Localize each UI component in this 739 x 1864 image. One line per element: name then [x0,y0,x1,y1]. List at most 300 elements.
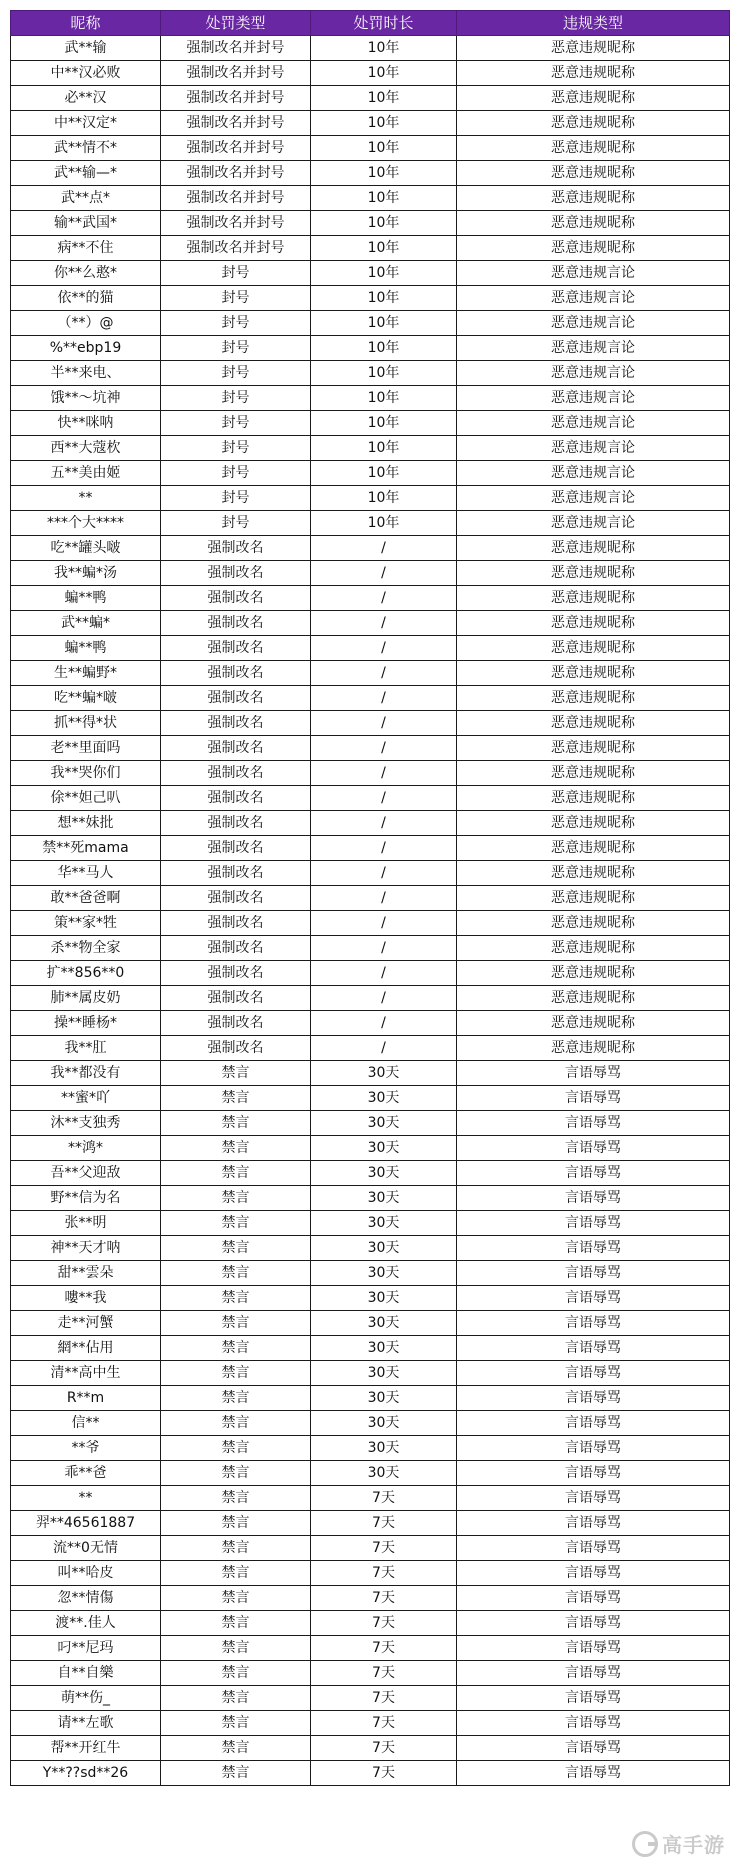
table-row [11,361,730,386]
gaoshouyou-logo-icon [632,1831,658,1857]
cell-nickname: 武**输 [11,36,161,61]
cell-punishment-type: 禁言 [161,1636,311,1661]
cell-violation-type: 言语辱骂 [457,1686,730,1711]
cell-punishment-duration: 30天 [311,1136,457,1161]
table-row [11,386,730,411]
table-row [11,411,730,436]
cell-punishment-type: 禁言 [161,1686,311,1711]
table-row [11,1161,730,1186]
table-row [11,1711,730,1736]
cell-nickname: 吃**蝙*啵 [11,686,161,711]
table-row [11,86,730,111]
cell-punishment-type: 禁言 [161,1061,311,1086]
cell-nickname: 俆**妲己叭 [11,786,161,811]
table-row [11,161,730,186]
cell-nickname: 忽**情傷 [11,1586,161,1611]
cell-punishment-duration: / [311,586,457,611]
cell-violation-type: 言语辱骂 [457,1186,730,1211]
cell-violation-type: 恶意违规昵称 [457,136,730,161]
cell-violation-type: 恶意违规昵称 [457,761,730,786]
punishment-table [10,10,730,1786]
cell-punishment-duration: / [311,736,457,761]
cell-punishment-type: 封号 [161,461,311,486]
cell-punishment-duration: 30天 [311,1336,457,1361]
cell-punishment-type: 禁言 [161,1286,311,1311]
cell-violation-type: 恶意违规言论 [457,261,730,286]
cell-violation-type: 恶意违规昵称 [457,186,730,211]
cell-violation-type: 恶意违规昵称 [457,711,730,736]
cell-punishment-type: 禁言 [161,1586,311,1611]
cell-nickname: 網**佔用 [11,1336,161,1361]
table-row [11,211,730,236]
cell-punishment-duration: 10年 [311,361,457,386]
table-row [11,111,730,136]
cell-punishment-duration: 7天 [311,1536,457,1561]
cell-punishment-type: 强制改名 [161,1011,311,1036]
cell-punishment-type: 强制改名并封号 [161,211,311,236]
cell-punishment-duration: / [311,986,457,1011]
cell-nickname: 清**高中生 [11,1361,161,1386]
cell-nickname: 嘍**我 [11,1286,161,1311]
cell-punishment-duration: 30天 [311,1361,457,1386]
cell-nickname: 禁**死mama [11,836,161,861]
cell-violation-type: 言语辱骂 [457,1211,730,1236]
cell-violation-type: 恶意违规昵称 [457,1036,730,1061]
cell-punishment-duration: 30天 [311,1436,457,1461]
cell-nickname: **鸿* [11,1136,161,1161]
cell-nickname: 吃**罐头啵 [11,536,161,561]
cell-nickname: 甜**雲朵 [11,1261,161,1286]
cell-punishment-duration: 30天 [311,1236,457,1261]
cell-nickname: 依**的猫 [11,286,161,311]
cell-violation-type: 言语辱骂 [457,1061,730,1086]
cell-punishment-type: 强制改名 [161,711,311,736]
table-row [11,811,730,836]
cell-punishment-type: 禁言 [161,1411,311,1436]
cell-nickname: （**）@ [11,311,161,336]
cell-nickname: 老**里面吗 [11,736,161,761]
header-violation-type: 违规类型 [457,11,730,36]
table-row [11,1611,730,1636]
cell-punishment-duration: 7天 [311,1486,457,1511]
cell-violation-type: 恶意违规昵称 [457,236,730,261]
cell-punishment-duration: 7天 [311,1761,457,1786]
cell-punishment-type: 封号 [161,386,311,411]
cell-violation-type: 言语辱骂 [457,1611,730,1636]
cell-nickname: 蝙**鸭 [11,586,161,611]
cell-violation-type: 言语辱骂 [457,1761,730,1786]
cell-punishment-duration: 7天 [311,1686,457,1711]
cell-punishment-duration: 10年 [311,186,457,211]
cell-nickname: 西**大蔻杴 [11,436,161,461]
table-row [11,36,730,61]
cell-punishment-duration: / [311,961,457,986]
cell-violation-type: 恶意违规昵称 [457,686,730,711]
table-row [11,986,730,1011]
table-row [11,1736,730,1761]
table-row [11,1436,730,1461]
cell-punishment-type: 强制改名 [161,861,311,886]
cell-punishment-type: 强制改名 [161,661,311,686]
cell-punishment-duration: 30天 [311,1411,457,1436]
cell-violation-type: 恶意违规昵称 [457,111,730,136]
cell-nickname: 我**蝙*汤 [11,561,161,586]
cell-punishment-type: 封号 [161,361,311,386]
cell-nickname: 病**不住 [11,236,161,261]
cell-violation-type: 恶意违规昵称 [457,836,730,861]
cell-nickname: 中**汉定* [11,111,161,136]
cell-punishment-duration: 10年 [311,36,457,61]
table-row [11,761,730,786]
cell-nickname: 走**河蟹 [11,1311,161,1336]
cell-punishment-duration: / [311,786,457,811]
table-row [11,1761,730,1786]
cell-punishment-duration: 10年 [311,461,457,486]
cell-nickname: 生**蝙野* [11,661,161,686]
cell-punishment-duration: / [311,861,457,886]
cell-punishment-duration: / [311,686,457,711]
cell-punishment-duration: 7天 [311,1561,457,1586]
cell-punishment-type: 强制改名 [161,886,311,911]
cell-punishment-type: 封号 [161,411,311,436]
cell-punishment-duration: / [311,611,457,636]
cell-punishment-duration: 10年 [311,486,457,511]
cell-punishment-type: 强制改名 [161,586,311,611]
cell-violation-type: 恶意违规言论 [457,486,730,511]
cell-violation-type: 言语辱骂 [457,1311,730,1336]
cell-nickname: 沐**支独秀 [11,1111,161,1136]
cell-punishment-duration: 10年 [311,436,457,461]
cell-punishment-duration: 10年 [311,61,457,86]
cell-violation-type: 言语辱骂 [457,1536,730,1561]
table-row [11,611,730,636]
table-body [11,36,730,1786]
cell-violation-type: 言语辱骂 [457,1561,730,1586]
cell-punishment-duration: 7天 [311,1636,457,1661]
cell-punishment-type: 禁言 [161,1261,311,1286]
table-row [11,1511,730,1536]
cell-punishment-type: 强制改名 [161,761,311,786]
cell-punishment-duration: / [311,1036,457,1061]
cell-nickname: 蝙**鸭 [11,636,161,661]
cell-violation-type: 恶意违规昵称 [457,961,730,986]
header-punishment-duration: 处罚时长 [311,11,457,36]
cell-punishment-type: 强制改名并封号 [161,111,311,136]
table-row [11,1311,730,1336]
table-row [11,1261,730,1286]
table-row [11,1111,730,1136]
cell-nickname: 帮**开红牛 [11,1736,161,1761]
cell-punishment-duration: 10年 [311,311,457,336]
cell-punishment-duration: / [311,811,457,836]
cell-nickname: 羿**46561887 [11,1511,161,1536]
cell-punishment-duration: / [311,911,457,936]
table-row [11,486,730,511]
table-row [11,461,730,486]
cell-punishment-type: 强制改名 [161,986,311,1011]
table-row [11,1661,730,1686]
cell-punishment-type: 强制改名 [161,936,311,961]
table-row [11,1536,730,1561]
cell-violation-type: 恶意违规昵称 [457,811,730,836]
table-row [11,1586,730,1611]
table-row [11,1136,730,1161]
cell-violation-type: 恶意违规昵称 [457,986,730,1011]
cell-violation-type: 恶意违规言论 [457,336,730,361]
cell-violation-type: 恶意违规言论 [457,411,730,436]
cell-punishment-type: 封号 [161,511,311,536]
cell-punishment-type: 强制改名 [161,836,311,861]
cell-punishment-duration: 10年 [311,136,457,161]
watermark [632,1829,725,1858]
table-row [11,236,730,261]
cell-violation-type: 恶意违规言论 [457,311,730,336]
cell-punishment-duration: 30天 [311,1311,457,1336]
table-row [11,1636,730,1661]
cell-punishment-duration: 30天 [311,1061,457,1086]
cell-punishment-type: 禁言 [161,1536,311,1561]
cell-punishment-duration: / [311,886,457,911]
cell-punishment-type: 封号 [161,311,311,336]
cell-violation-type: 恶意违规昵称 [457,861,730,886]
cell-nickname: ** [11,486,161,511]
cell-punishment-type: 强制改名 [161,961,311,986]
table-row [11,186,730,211]
cell-nickname: 扩**856**0 [11,961,161,986]
cell-punishment-type: 禁言 [161,1361,311,1386]
cell-nickname: 武**点* [11,186,161,211]
cell-violation-type: 恶意违规言论 [457,436,730,461]
cell-violation-type: 恶意违规昵称 [457,936,730,961]
cell-punishment-type: 强制改名并封号 [161,236,311,261]
cell-nickname: 五**美由姬 [11,461,161,486]
cell-punishment-duration: / [311,761,457,786]
cell-nickname: 我**哭你们 [11,761,161,786]
table-row [11,1061,730,1086]
cell-punishment-type: 强制改名并封号 [161,36,311,61]
table-row [11,311,730,336]
cell-nickname: 张**明 [11,1211,161,1236]
cell-punishment-duration: 10年 [311,261,457,286]
cell-violation-type: 恶意违规昵称 [457,886,730,911]
punishment-sheet [10,10,729,1786]
cell-nickname: 叼**尼玛 [11,1636,161,1661]
cell-nickname: 饿**～坑神 [11,386,161,411]
table-row [11,536,730,561]
cell-punishment-type: 禁言 [161,1236,311,1261]
cell-punishment-duration: 10年 [311,336,457,361]
cell-violation-type: 恶意违规言论 [457,286,730,311]
cell-violation-type: 言语辱骂 [457,1661,730,1686]
cell-violation-type: 言语辱骂 [457,1261,730,1286]
cell-nickname: 必**汉 [11,86,161,111]
cell-violation-type: 恶意违规昵称 [457,211,730,236]
cell-violation-type: 恶意违规昵称 [457,611,730,636]
cell-punishment-duration: 10年 [311,236,457,261]
table-row [11,686,730,711]
cell-punishment-duration: 10年 [311,211,457,236]
cell-nickname: 你**么憨* [11,261,161,286]
table-row [11,1561,730,1586]
table-row [11,861,730,886]
cell-violation-type: 恶意违规昵称 [457,36,730,61]
table-row [11,1211,730,1236]
cell-violation-type: 恶意违规昵称 [457,911,730,936]
cell-punishment-type: 强制改名 [161,1036,311,1061]
cell-nickname: 武**蝙* [11,611,161,636]
cell-punishment-duration: 10年 [311,286,457,311]
table-row [11,1386,730,1411]
cell-punishment-type: 禁言 [161,1736,311,1761]
cell-punishment-duration: / [311,936,457,961]
cell-violation-type: 言语辱骂 [457,1486,730,1511]
table-row [11,1186,730,1211]
cell-punishment-type: 禁言 [161,1161,311,1186]
cell-violation-type: 言语辱骂 [457,1511,730,1536]
cell-punishment-type: 禁言 [161,1461,311,1486]
cell-nickname: 快**咪呐 [11,411,161,436]
table-row [11,1686,730,1711]
cell-violation-type: 言语辱骂 [457,1461,730,1486]
cell-punishment-type: 强制改名 [161,911,311,936]
cell-punishment-type: 强制改名并封号 [161,61,311,86]
cell-nickname: 神**天才呐 [11,1236,161,1261]
table-row [11,511,730,536]
cell-punishment-duration: 10年 [311,411,457,436]
cell-violation-type: 恶意违规昵称 [457,636,730,661]
cell-nickname: 输**武国* [11,211,161,236]
cell-nickname: 杀**物全家 [11,936,161,961]
cell-violation-type: 恶意违规昵称 [457,586,730,611]
cell-punishment-type: 禁言 [161,1086,311,1111]
table-row [11,786,730,811]
cell-violation-type: 恶意违规昵称 [457,61,730,86]
cell-nickname: %**ebp19 [11,336,161,361]
table-row [11,636,730,661]
table-row [11,1461,730,1486]
cell-nickname: 渡**.佳人 [11,1611,161,1636]
cell-punishment-type: 强制改名 [161,811,311,836]
cell-violation-type: 言语辱骂 [457,1636,730,1661]
cell-violation-type: 恶意违规昵称 [457,86,730,111]
cell-nickname: 想**妹批 [11,811,161,836]
cell-nickname: ***个大**** [11,511,161,536]
table-row [11,136,730,161]
cell-punishment-type: 禁言 [161,1336,311,1361]
cell-nickname: 我**肛 [11,1036,161,1061]
cell-nickname: Y**??sd**26 [11,1761,161,1786]
cell-punishment-type: 禁言 [161,1111,311,1136]
cell-nickname: 流**0无情 [11,1536,161,1561]
table-row [11,561,730,586]
cell-violation-type: 恶意违规言论 [457,386,730,411]
cell-punishment-duration: / [311,836,457,861]
cell-violation-type: 恶意违规昵称 [457,161,730,186]
cell-punishment-type: 强制改名并封号 [161,136,311,161]
cell-punishment-type: 禁言 [161,1386,311,1411]
cell-punishment-type: 禁言 [161,1486,311,1511]
cell-punishment-type: 强制改名 [161,636,311,661]
cell-nickname: 肺**属皮奶 [11,986,161,1011]
cell-violation-type: 恶意违规言论 [457,461,730,486]
cell-nickname: 武**输—* [11,161,161,186]
table-row [11,1486,730,1511]
cell-punishment-duration: / [311,536,457,561]
table-header-row [11,11,730,36]
cell-punishment-type: 强制改名 [161,536,311,561]
cell-nickname: 华**马人 [11,861,161,886]
table-row [11,1361,730,1386]
table-row [11,286,730,311]
cell-violation-type: 恶意违规昵称 [457,736,730,761]
cell-punishment-duration: 7天 [311,1661,457,1686]
cell-violation-type: 言语辱骂 [457,1236,730,1261]
cell-nickname: **蜜*吖 [11,1086,161,1111]
cell-violation-type: 言语辱骂 [457,1086,730,1111]
cell-violation-type: 恶意违规昵称 [457,536,730,561]
cell-punishment-duration: 30天 [311,1461,457,1486]
cell-punishment-duration: / [311,561,457,586]
cell-nickname: 策**家*牲 [11,911,161,936]
cell-punishment-duration: 7天 [311,1586,457,1611]
cell-nickname: 半**来电、 [11,361,161,386]
cell-punishment-type: 强制改名 [161,686,311,711]
cell-punishment-type: 强制改名并封号 [161,86,311,111]
table-row [11,586,730,611]
cell-punishment-duration: 30天 [311,1111,457,1136]
cell-violation-type: 言语辱骂 [457,1286,730,1311]
cell-punishment-type: 禁言 [161,1611,311,1636]
cell-violation-type: 言语辱骂 [457,1411,730,1436]
table-row [11,436,730,461]
cell-punishment-type: 封号 [161,486,311,511]
cell-punishment-type: 强制改名 [161,611,311,636]
table-row [11,1236,730,1261]
cell-violation-type: 恶意违规昵称 [457,786,730,811]
cell-punishment-duration: / [311,661,457,686]
table-row [11,711,730,736]
cell-punishment-duration: 7天 [311,1511,457,1536]
cell-punishment-type: 强制改名 [161,561,311,586]
table-row [11,1011,730,1036]
cell-violation-type: 言语辱骂 [457,1161,730,1186]
table-row [11,1086,730,1111]
cell-nickname: 请**左歌 [11,1711,161,1736]
table-row [11,961,730,986]
cell-nickname: 信** [11,1411,161,1436]
cell-punishment-type: 禁言 [161,1561,311,1586]
cell-punishment-type: 封号 [161,336,311,361]
cell-nickname: 吾**父迎敌 [11,1161,161,1186]
cell-punishment-duration: / [311,636,457,661]
cell-punishment-duration: 7天 [311,1611,457,1636]
cell-nickname: 中**汉必败 [11,61,161,86]
cell-punishment-duration: 30天 [311,1286,457,1311]
table-row [11,1411,730,1436]
cell-punishment-type: 禁言 [161,1211,311,1236]
cell-punishment-duration: 30天 [311,1161,457,1186]
cell-punishment-duration: 10年 [311,111,457,136]
table-row [11,836,730,861]
cell-punishment-duration: 30天 [311,1211,457,1236]
cell-punishment-duration: 30天 [311,1261,457,1286]
header-punishment-type: 处罚类型 [161,11,311,36]
cell-nickname: R**m [11,1386,161,1411]
cell-nickname: 野**信为名 [11,1186,161,1211]
cell-violation-type: 言语辱骂 [457,1361,730,1386]
cell-punishment-type: 禁言 [161,1711,311,1736]
cell-violation-type: 恶意违规言论 [457,361,730,386]
